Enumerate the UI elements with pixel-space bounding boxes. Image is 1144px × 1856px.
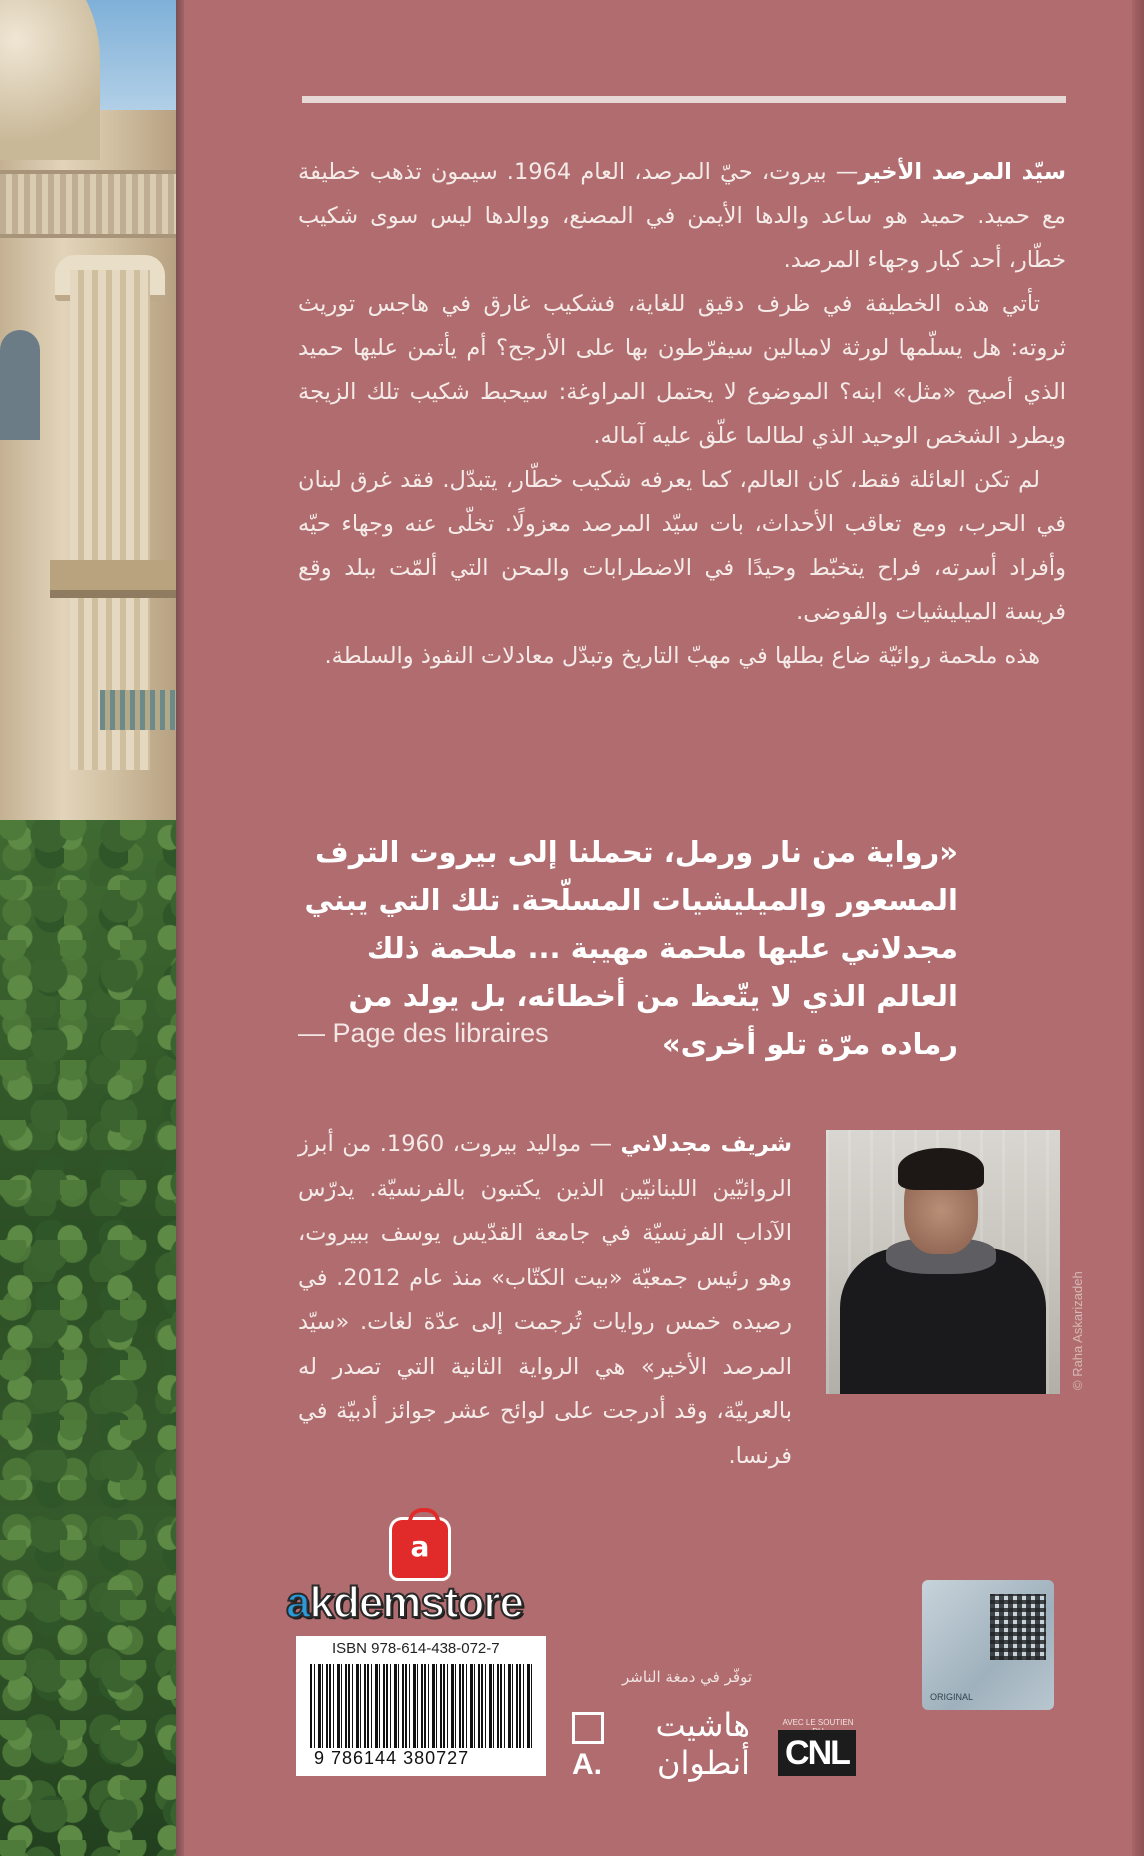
- antoine-mark: A.: [572, 1748, 602, 1781]
- authenticity-sticker: [922, 1580, 1054, 1710]
- synopsis-para-1-text: — بيروت، حيّ المرصد، العام 1964. سيمون تذهب خطيفة مع حميد. حميد هو ساعد والدها الأيمن في المصنع، ووالدها ليس سوى شكيب خطّار، أحد كبار وجهاء المرصد.: [298, 159, 1066, 273]
- author-hair: [898, 1148, 984, 1190]
- author-name: شريف مجدلاني: [620, 1131, 792, 1157]
- sticker-label: ORIGINAL: [930, 1692, 974, 1702]
- spine-edge: [176, 0, 184, 1856]
- publisher-logo: [572, 1706, 750, 1786]
- publisher-name-line2: أنطوان: [657, 1744, 750, 1782]
- author-bio: [298, 1122, 792, 1478]
- arched-window: [0, 330, 40, 440]
- publisher-name-line1: هاشيت: [655, 1706, 750, 1744]
- cornice: [0, 170, 180, 238]
- cnl-label: CNL: [778, 1730, 856, 1776]
- synopsis-para-4: هذه ملحمة روائيّة ضاع بطلها في مهبّ التاريخ وتبدّل معادلات النفوذ والسلطة.: [324, 643, 1040, 669]
- store-logo-a: a: [286, 1578, 310, 1627]
- dome-ornament: [0, 0, 100, 160]
- cnl-logo: [778, 1718, 858, 1780]
- store-logo: [286, 1578, 576, 1628]
- barcode-bars-icon: [310, 1664, 534, 1748]
- hedge: [0, 820, 178, 1856]
- railing: [100, 690, 180, 730]
- top-divider: [302, 96, 1066, 103]
- review-quote: «رواية من نار ورمل، تحملنا إلى بيروت الترف المسعور والميليشيات المسلّحة. تلك التي يبني مجدلاني عليها ملحمة مهيبة ... ملحمة ذلك العالم الذي لا يتّعظ من أخطائه، بل يولد من رماده مرّة تلو أخرى»: [304, 835, 958, 1061]
- quote-source: — Page des libraires: [298, 1018, 549, 1048]
- synopsis-para-3: لم تكن العائلة فقط، كان العالم، كما يعرفه شكيب خطّار، يتبدّل. فقد غرق لبنان في الحرب، ومع تعاقب الأحداث، بات سيّد المرصد معزولًا. تخلّى عنه وجهاء حيّه وأفراد أسرته، فراح يتخبّط وحيدًا في الاضطرابات والمحن التي ألمّت ببلد وقع فريسة الميليشيات والفوضى.: [298, 467, 1066, 625]
- synopsis-para-1: [298, 150, 1066, 282]
- barcode-digits: 9 786144 380727: [314, 1748, 470, 1768]
- qr-code-icon: [990, 1594, 1046, 1660]
- balcony: [50, 560, 180, 590]
- store-badge-glyph: a: [410, 1530, 430, 1563]
- book-title-inline: سيّد المرصد الأخير: [858, 159, 1066, 185]
- right-edge: [1132, 0, 1144, 1856]
- store-logo-rest: kdemstore: [309, 1578, 524, 1627]
- photo-credit: © Raha Askarizadeh: [1070, 1271, 1085, 1390]
- distribution-note: توفّر في دمغة الناشر: [621, 1668, 752, 1686]
- store-bag-icon: [392, 1520, 448, 1578]
- synopsis-para-2: تأتي هذه الخطيفة في ظرف دقيق للغاية، فشكيب غارق في هاجس توريث ثروته: هل يسلّمها لورثة لامبالين سيفرّطون بها على الأرجح؟ أم يأتمن عليها حميد الذي أصبح «مثل» ابنه؟ الموضوع لا يحتمل المراوغة: سيحبط شكيب تلك الزيجة ويطرد الشخص الوحيد الذي لطالما علّق عليه آماله.: [298, 291, 1066, 449]
- barcode: [296, 1636, 546, 1776]
- author-photo: [826, 1130, 1060, 1394]
- bag-handle-icon: [408, 1508, 440, 1526]
- cover-photo-strip: [0, 0, 180, 1856]
- cnl-tagline: AVEC LE SOUTIEN: [782, 1718, 854, 1727]
- synopsis: [298, 150, 1066, 678]
- author-bio-text: — مواليد بيروت، 1960. من أبرز الروائيّين اللبنانيّين الذين يكتبون بالفرنسيّة. يدرّس الآداب الفرنسيّة في جامعة القدّيس يوسف ببيروت، وهو رئيس جمعيّة «بيت الكتّاب» منذ عام 2012. في رصيده خمس روايات تُرجمت إلى عدّة لغات. «سيّد المرصد الأخير» هي الرواية الثانية التي تصدر له بالعربيّة، وقد أدرجت على لوائح عشر جوائز أدبيّة في فرنسا.: [298, 1131, 792, 1469]
- isbn: ISBN 978-614-438-072-7: [332, 1640, 500, 1657]
- hachette-mark-icon: [572, 1712, 604, 1744]
